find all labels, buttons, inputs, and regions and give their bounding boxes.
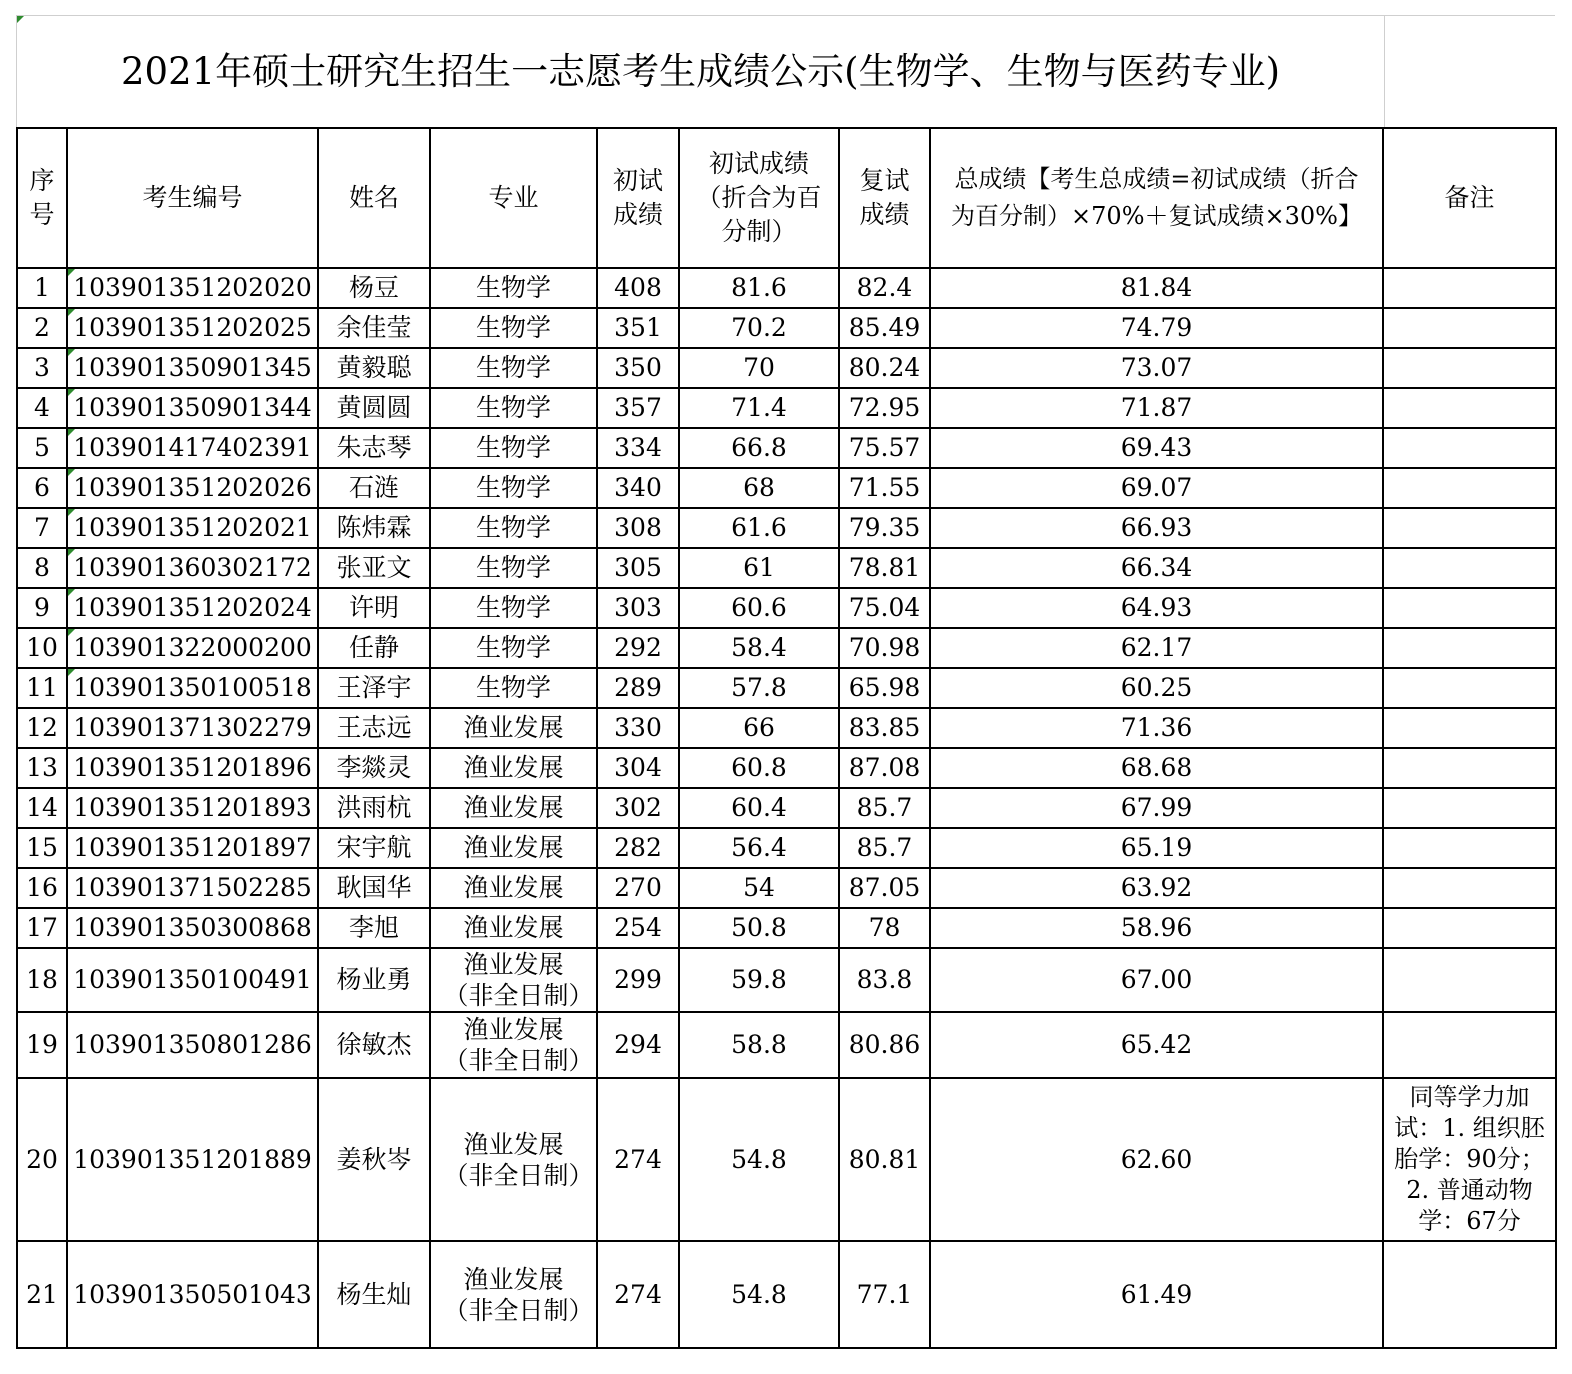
cell-prelim-pct: 66.8	[679, 428, 839, 468]
cell-total: 67.00	[930, 948, 1383, 1012]
cell-prelim: 282	[597, 828, 679, 868]
table-row	[17, 268, 1556, 308]
cell-prelim-pct: 50.8	[679, 908, 839, 948]
cell-seq: 8	[17, 548, 67, 588]
cell-retest: 70.98	[839, 628, 930, 668]
table-row	[17, 468, 1556, 508]
cell-prelim: 350	[597, 348, 679, 388]
cell-id: 103901350100518	[67, 668, 318, 708]
cell-retest: 82.4	[839, 268, 930, 308]
cell-prelim-pct: 56.4	[679, 828, 839, 868]
cell-id: 103901360302172	[67, 548, 318, 588]
cell-name: 许明	[318, 588, 430, 628]
gridline	[1384, 16, 1385, 128]
cell-remark	[1383, 868, 1556, 908]
cell-prelim: 330	[597, 708, 679, 748]
table-row	[17, 388, 1556, 428]
cell-prelim: 270	[597, 868, 679, 908]
cell-prelim: 299	[597, 948, 679, 1012]
cell-total: 66.34	[930, 548, 1383, 588]
table-row	[17, 348, 1556, 388]
cell-total: 71.36	[930, 708, 1383, 748]
cell-id: 103901351201897	[67, 828, 318, 868]
cell-id: 103901417402391	[67, 428, 318, 468]
table-row	[17, 1241, 1556, 1348]
cell-seq: 5	[17, 428, 67, 468]
cell-prelim-pct: 54.8	[679, 1241, 839, 1348]
cell-prelim-pct: 71.4	[679, 388, 839, 428]
cell-retest: 80.24	[839, 348, 930, 388]
cell-id: 103901371502285	[67, 868, 318, 908]
cell-remark	[1383, 628, 1556, 668]
cell-major: 渔业发展	[430, 908, 597, 948]
cell-major: 渔业发展	[430, 708, 597, 748]
cell-id: 103901350801286	[67, 1012, 318, 1078]
cell-prelim: 289	[597, 668, 679, 708]
cell-marker	[68, 669, 75, 676]
cell-remark	[1383, 1241, 1556, 1348]
header-major: 专业	[430, 128, 597, 268]
cell-retest: 85.7	[839, 828, 930, 868]
cell-seq: 18	[17, 948, 67, 1012]
table-row	[17, 948, 1556, 1012]
cell-major: 渔业发展（非全日制）	[430, 1241, 597, 1348]
cell-seq: 16	[17, 868, 67, 908]
header-prelim: 初试成绩	[597, 128, 679, 268]
cell-major: 生物学	[430, 668, 597, 708]
table-row	[17, 908, 1556, 948]
header-row	[17, 128, 1556, 268]
table-row	[17, 828, 1556, 868]
cell-major: 生物学	[430, 428, 597, 468]
cell-remark	[1383, 548, 1556, 588]
cell-seq: 20	[17, 1078, 67, 1241]
cell-name: 李燚灵	[318, 748, 430, 788]
header-remark: 备注	[1383, 128, 1556, 268]
cell-name: 陈炜霖	[318, 508, 430, 548]
cell-retest: 87.05	[839, 868, 930, 908]
cell-id: 103901350901344	[67, 388, 318, 428]
cell-name: 王志远	[318, 708, 430, 748]
cell-major: 生物学	[430, 588, 597, 628]
cell-total: 65.42	[930, 1012, 1383, 1078]
cell-prelim-pct: 70.2	[679, 308, 839, 348]
cell-id: 103901351201893	[67, 788, 318, 828]
cell-prelim: 340	[597, 468, 679, 508]
cell-major: 渔业发展（非全日制）	[430, 1012, 597, 1078]
cell-remark	[1383, 788, 1556, 828]
cell-name: 姜秋岑	[318, 1078, 430, 1241]
cell-total: 63.92	[930, 868, 1383, 908]
table-row	[17, 788, 1556, 828]
cell-major: 渔业发展	[430, 748, 597, 788]
cell-retest: 78	[839, 908, 930, 948]
cell-prelim: 305	[597, 548, 679, 588]
cell-name: 洪雨杭	[318, 788, 430, 828]
cell-remark: 同等学力加试：1. 组织胚胎学：90分；2. 普通动物学：67分	[1383, 1078, 1556, 1241]
cell-retest: 65.98	[839, 668, 930, 708]
cell-major: 生物学	[430, 308, 597, 348]
cell-prelim-pct: 59.8	[679, 948, 839, 1012]
cell-major: 生物学	[430, 348, 597, 388]
cell-retest: 77.1	[839, 1241, 930, 1348]
cell-total: 71.87	[930, 388, 1383, 428]
cell-major: 生物学	[430, 548, 597, 588]
table-row	[17, 628, 1556, 668]
cell-remark	[1383, 348, 1556, 388]
header-seq: 序号	[17, 128, 67, 268]
cell-total: 62.60	[930, 1078, 1383, 1241]
cell-retest: 72.95	[839, 388, 930, 428]
cell-prelim: 274	[597, 1241, 679, 1348]
cell-remark	[1383, 508, 1556, 548]
table-row	[17, 868, 1556, 908]
cell-total: 65.19	[930, 828, 1383, 868]
cell-seq: 12	[17, 708, 67, 748]
cell-prelim: 408	[597, 268, 679, 308]
cell-total: 64.93	[930, 588, 1383, 628]
cell-prelim-pct: 58.4	[679, 628, 839, 668]
cell-prelim-pct: 61	[679, 548, 839, 588]
table-row	[17, 1078, 1556, 1241]
cell-marker	[68, 349, 75, 356]
cell-id: 103901322000200	[67, 628, 318, 668]
cell-retest: 79.35	[839, 508, 930, 548]
table-row	[17, 748, 1556, 788]
cell-marker	[68, 589, 75, 596]
cell-marker	[68, 389, 75, 396]
cell-total: 69.43	[930, 428, 1383, 468]
cell-prelim: 334	[597, 428, 679, 468]
cell-prelim-pct: 54.8	[679, 1078, 839, 1241]
cell-name: 杨业勇	[318, 948, 430, 1012]
cell-id: 103901351202024	[67, 588, 318, 628]
cell-major: 渔业发展	[430, 788, 597, 828]
cell-name: 杨生灿	[318, 1241, 430, 1348]
cell-seq: 13	[17, 748, 67, 788]
cell-id: 103901350300868	[67, 908, 318, 948]
table-row	[17, 308, 1556, 348]
cell-retest: 83.85	[839, 708, 930, 748]
cell-prelim-pct: 60.4	[679, 788, 839, 828]
cell-total: 67.99	[930, 788, 1383, 828]
cell-prelim: 254	[597, 908, 679, 948]
header-prelim-pct: 初试成绩（折合为百分制）	[679, 128, 839, 268]
cell-total: 58.96	[930, 908, 1383, 948]
table-row	[17, 588, 1556, 628]
cell-major: 生物学	[430, 468, 597, 508]
cell-name: 朱志琴	[318, 428, 430, 468]
header-retest: 复试成绩	[839, 128, 930, 268]
cell-prelim-pct: 61.6	[679, 508, 839, 548]
cell-seq: 14	[17, 788, 67, 828]
cell-total: 68.68	[930, 748, 1383, 788]
cell-name: 石涟	[318, 468, 430, 508]
cell-retest: 75.57	[839, 428, 930, 468]
cell-marker	[68, 629, 75, 636]
cell-remark	[1383, 388, 1556, 428]
cell-remark	[1383, 588, 1556, 628]
cell-retest: 80.86	[839, 1012, 930, 1078]
cell-total: 74.79	[930, 308, 1383, 348]
cell-id: 103901350501043	[67, 1241, 318, 1348]
cell-prelim-pct: 70	[679, 348, 839, 388]
cell-remark	[1383, 948, 1556, 1012]
cell-total: 73.07	[930, 348, 1383, 388]
cell-total: 62.17	[930, 628, 1383, 668]
cell-name: 黄毅聪	[318, 348, 430, 388]
cell-remark	[1383, 828, 1556, 868]
cell-marker	[68, 469, 75, 476]
cell-total: 61.49	[930, 1241, 1383, 1348]
cell-seq: 11	[17, 668, 67, 708]
cell-id: 103901351202026	[67, 468, 318, 508]
cell-major: 渔业发展（非全日制）	[430, 948, 597, 1012]
table-body	[17, 268, 1556, 1348]
cell-remark	[1383, 668, 1556, 708]
cell-prelim: 303	[597, 588, 679, 628]
cell-total: 81.84	[930, 268, 1383, 308]
cell-id: 103901351202021	[67, 508, 318, 548]
cell-name: 宋宇航	[318, 828, 430, 868]
table-row	[17, 708, 1556, 748]
cell-name: 徐敏杰	[318, 1012, 430, 1078]
cell-remark	[1383, 708, 1556, 748]
table-row	[17, 1012, 1556, 1078]
cell-name: 李旭	[318, 908, 430, 948]
cell-remark	[1383, 308, 1556, 348]
cell-remark	[1383, 268, 1556, 308]
header-total: 总成绩【考生总成绩=初试成绩（折合为百分制）×70%＋复试成绩×30%】	[930, 128, 1383, 268]
cell-retest: 85.49	[839, 308, 930, 348]
cell-total: 66.93	[930, 508, 1383, 548]
cell-prelim-pct: 68	[679, 468, 839, 508]
cell-major: 生物学	[430, 388, 597, 428]
cell-prelim: 294	[597, 1012, 679, 1078]
cell-prelim-pct: 57.8	[679, 668, 839, 708]
cell-remark	[1383, 1012, 1556, 1078]
cell-prelim-pct: 66	[679, 708, 839, 748]
cell-prelim-pct: 58.8	[679, 1012, 839, 1078]
cell-id: 103901351202020	[67, 268, 318, 308]
scores-table	[16, 127, 1557, 1349]
cell-seq: 9	[17, 588, 67, 628]
cell-total: 69.07	[930, 468, 1383, 508]
header-name: 姓名	[318, 128, 430, 268]
cell-major: 渔业发展（非全日制）	[430, 1078, 597, 1241]
cell-prelim: 351	[597, 308, 679, 348]
cell-seq: 1	[17, 268, 67, 308]
cell-id: 103901350901345	[67, 348, 318, 388]
cell-prelim-pct: 60.8	[679, 748, 839, 788]
page-title: 2021年硕士研究生招生一志愿考生成绩公示(生物学、生物与医药专业)	[120, 50, 1281, 93]
cell-seq: 10	[17, 628, 67, 668]
cell-id: 103901371302279	[67, 708, 318, 748]
cell-retest: 71.55	[839, 468, 930, 508]
cell-id: 103901351201896	[67, 748, 318, 788]
table-row	[17, 548, 1556, 588]
cell-major: 渔业发展	[430, 828, 597, 868]
cell-seq: 4	[17, 388, 67, 428]
cell-prelim: 357	[597, 388, 679, 428]
cell-major: 渔业发展	[430, 868, 597, 908]
cell-id: 103901351201889	[67, 1078, 318, 1241]
cell-remark	[1383, 428, 1556, 468]
cell-id: 103901350100491	[67, 948, 318, 1012]
cell-retest: 83.8	[839, 948, 930, 1012]
cell-seq: 17	[17, 908, 67, 948]
cell-seq: 3	[17, 348, 67, 388]
cell-prelim: 292	[597, 628, 679, 668]
cell-marker	[68, 269, 75, 276]
cell-name: 黄圆圆	[318, 388, 430, 428]
cell-seq: 19	[17, 1012, 67, 1078]
cell-major: 生物学	[430, 268, 597, 308]
cell-seq: 7	[17, 508, 67, 548]
table-row	[17, 508, 1556, 548]
cell-remark	[1383, 748, 1556, 788]
cell-seq: 15	[17, 828, 67, 868]
cell-marker	[68, 309, 75, 316]
cell-seq: 21	[17, 1241, 67, 1348]
cell-name: 张亚文	[318, 548, 430, 588]
cell-name: 王泽宇	[318, 668, 430, 708]
cell-prelim: 274	[597, 1078, 679, 1241]
header-id: 考生编号	[67, 128, 318, 268]
cell-retest: 87.08	[839, 748, 930, 788]
cell-total: 60.25	[930, 668, 1383, 708]
cell-prelim: 302	[597, 788, 679, 828]
cell-prelim-pct: 81.6	[679, 268, 839, 308]
cell-marker	[68, 549, 75, 556]
cell-retest: 75.04	[839, 588, 930, 628]
cell-retest: 78.81	[839, 548, 930, 588]
cell-name: 耿国华	[318, 868, 430, 908]
title-row	[16, 15, 1555, 127]
cell-prelim-pct: 54	[679, 868, 839, 908]
cell-prelim: 304	[597, 748, 679, 788]
cell-retest: 80.81	[839, 1078, 930, 1241]
table-row	[17, 668, 1556, 708]
cell-remark	[1383, 468, 1556, 508]
cell-major: 生物学	[430, 628, 597, 668]
cell-retest: 85.7	[839, 788, 930, 828]
cell-major: 生物学	[430, 508, 597, 548]
cell-seq: 2	[17, 308, 67, 348]
cell-marker	[68, 429, 75, 436]
cell-id: 103901351202025	[67, 308, 318, 348]
cell-name: 余佳莹	[318, 308, 430, 348]
cell-seq: 6	[17, 468, 67, 508]
cell-name: 任静	[318, 628, 430, 668]
cell-remark	[1383, 908, 1556, 948]
table-row	[17, 428, 1556, 468]
cell-prelim-pct: 60.6	[679, 588, 839, 628]
cell-name: 杨豆	[318, 268, 430, 308]
cell-prelim: 308	[597, 508, 679, 548]
cell-marker	[68, 509, 75, 516]
